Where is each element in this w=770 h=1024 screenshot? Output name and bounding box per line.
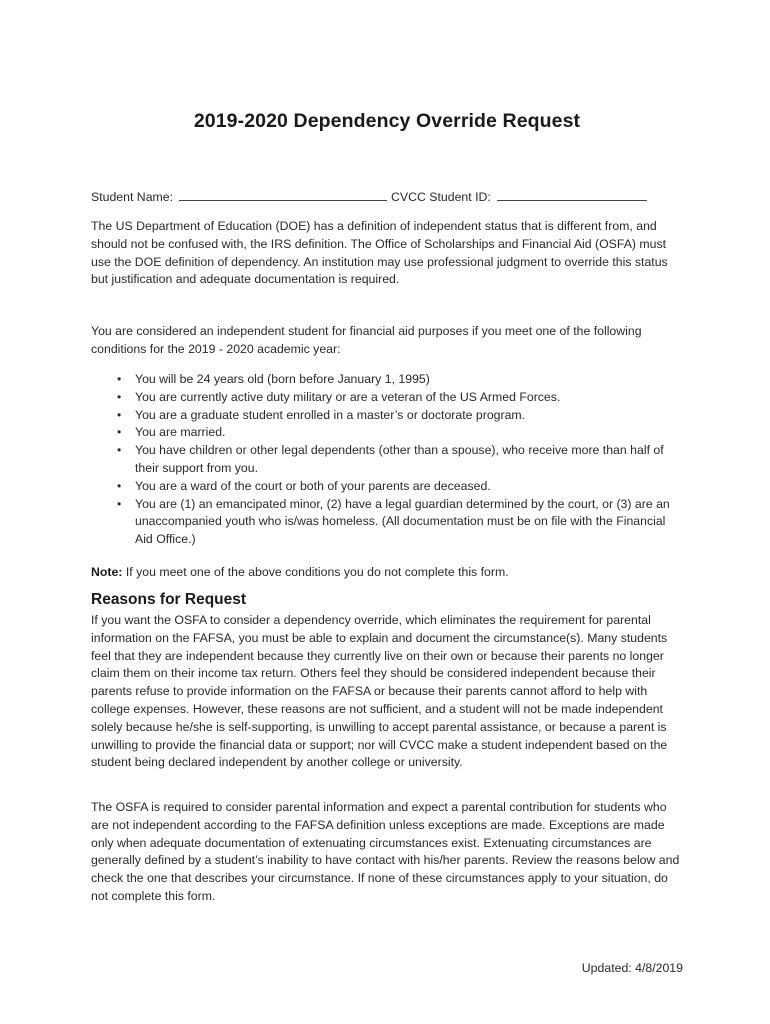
condition-text: You are currently active duty military or are a veteran of the US Armed Forces. [135, 389, 561, 404]
condition-text: You are a ward of the court or both of your parents are deceased. [135, 478, 491, 493]
updated-date: Updated: 4/8/2019 [581, 961, 683, 975]
bullet-icon: • [117, 496, 122, 511]
note-paragraph [91, 564, 683, 582]
osfa-paragraph: The OSFA is required to consider parental information and expect a parental contribution for students who are not independent according to the FAFSA definition unless exceptions are made. Exceptions are made only when adequate documentation of extenuating circumstances exist. Extenuating circumstances are generally defined by a student’s inability to have contact with his/her parents. Review the reasons below and check the one that describes your circumstance. If none of these circumstances apply to your situation, do not complete this form. [91, 800, 680, 903]
list-item [117, 371, 683, 389]
reasons-heading: Reasons for Request [91, 591, 247, 608]
condition-text: You have children or other legal dependents (other than a spouse), who receive more than half of their support from you. [135, 443, 664, 475]
list-item [117, 478, 683, 496]
reasons-paragraph: If you want the OSFA to consider a dependency override, which eliminates the requirement for parental information on the FAFSA, you must be able to explain and document the circumstance(s). Many students feel that they are independent because they currently live on their own or because their parents no longer claim them on their income tax return. Others feel they should be considered independent because their parents refuse to provide information on the FAFSA or because their parents cannot afford to help with college expenses. However, these reasons are not sufficient, and a student will not be made independent solely because he/she is self-supporting, is unwilling to accept parental assistance, or because a parent is unwilling to provide the financial data or support; nor will CVCC make a student independent based on the student being declared independent by another college or university. [91, 613, 668, 770]
note-label: Note: [91, 565, 123, 579]
student-id-label: CVCC Student ID: [391, 190, 491, 204]
list-item [117, 389, 683, 407]
list-item [117, 424, 683, 442]
student-id-field[interactable] [497, 189, 647, 201]
condition-text: You are a graduate student enrolled in a master’s or doctorate program. [135, 407, 526, 422]
conditions-intro-paragraph: You are considered an independent student for financial aid purposes if you meet one of the following conditions for the 2019 - 2020 academic year: [91, 324, 642, 356]
bullet-icon: • [117, 407, 122, 422]
student-name-field[interactable] [179, 189, 387, 201]
list-item [117, 496, 683, 549]
condition-text: You are married. [135, 425, 226, 440]
bullet-icon: • [117, 389, 122, 404]
condition-text: You will be 24 years old (born before January 1, 1995) [135, 372, 430, 386]
bullet-icon: • [117, 478, 122, 493]
list-item [117, 442, 683, 478]
list-item [117, 407, 683, 425]
document-title: 2019-2020 Dependency Override Request [193, 110, 581, 132]
bullet-icon: • [117, 372, 122, 386]
conditions-list [91, 371, 683, 549]
bullet-icon: • [117, 443, 122, 458]
student-info-line [91, 189, 683, 204]
condition-text: You are (1) an emancipated minor, (2) have a legal guardian determined by the court, or (3) are an unaccompanied youth who is/was homeless. (All documentation must be on file with the Financial Aid Office.) [135, 496, 670, 547]
note-text: If you meet one of the above conditions you do not complete this form. [122, 565, 509, 579]
bullet-icon: • [117, 425, 122, 440]
student-name-label: Student Name: [91, 190, 174, 204]
intro-paragraph: The US Department of Education (DOE) has a definition of independent status that is different from, and should not be confused with, the IRS definition. The Office of Scholarships and Financial Aid (OSFA) must use the DOE definition of dependency. An institution may use professional judgment to override this status but justification and adequate documentation is required. [91, 219, 668, 287]
